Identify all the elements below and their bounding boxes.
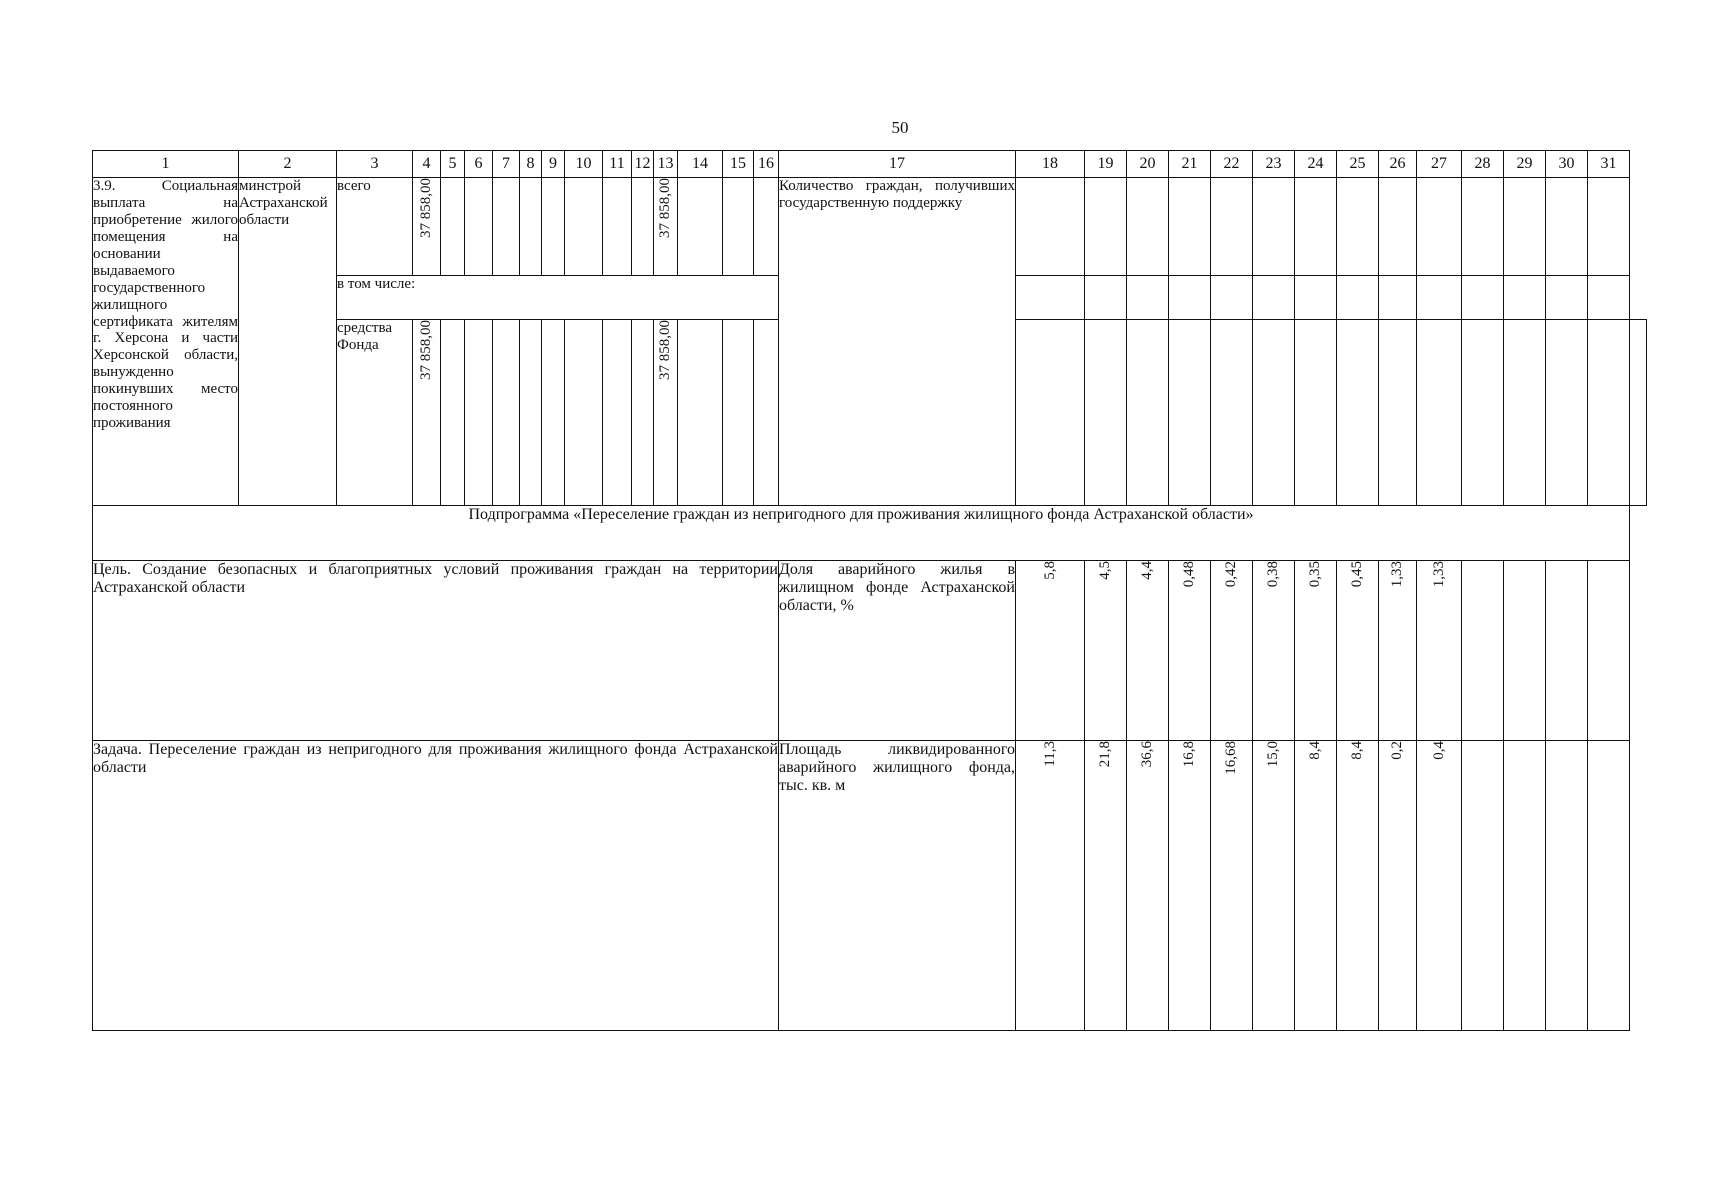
column-number: 27 <box>1417 151 1462 178</box>
goal-value: 0,38 <box>1265 561 1282 588</box>
measure-indicator: Количество граждан, получивших государственную поддержку <box>779 178 1016 506</box>
column-number: 21 <box>1169 151 1211 178</box>
measure-total-row <box>93 178 1647 276</box>
total-col13-value: 37 858,00 <box>657 178 674 238</box>
column-number: 22 <box>1211 151 1253 178</box>
column-number: 29 <box>1504 151 1546 178</box>
column-number: 26 <box>1379 151 1417 178</box>
task-value: 36,6 <box>1139 741 1156 768</box>
fund-col13-value: 37 858,00 <box>657 320 674 380</box>
goal-value: 5,8 <box>1041 561 1058 580</box>
column-number: 8 <box>520 151 542 178</box>
task-value: 0,2 <box>1389 741 1406 760</box>
column-number: 7 <box>493 151 520 178</box>
task-row <box>93 741 1647 1031</box>
column-number: 28 <box>1462 151 1504 178</box>
goal-value: 4,4 <box>1139 561 1156 580</box>
task-value: 16,68 <box>1223 741 1240 775</box>
goal-value: 0,45 <box>1349 561 1366 588</box>
task-text: Задача. Переселение граждан из непригодного для проживания жилищного фонда Астраханской области <box>93 741 779 1031</box>
total-col4-value: 37 858,00 <box>418 178 435 238</box>
goal-value: 4,5 <box>1097 561 1114 580</box>
goal-value: 0,42 <box>1223 561 1240 588</box>
column-number: 15 <box>723 151 754 178</box>
column-number: 2 <box>239 151 337 178</box>
column-number: 30 <box>1546 151 1588 178</box>
page-number: 50 <box>891 118 909 137</box>
goal-value: 0,48 <box>1181 561 1198 588</box>
column-number: 12 <box>632 151 654 178</box>
goal-indicator: Доля аварийного жилья в жилищном фонде Астраханской области, % <box>779 561 1016 741</box>
goal-row <box>93 561 1647 741</box>
task-indicator: Площадь ликвидированного аварийного жилищного фонда, тыс. кв. м <box>779 741 1016 1031</box>
task-value: 8,4 <box>1349 741 1366 760</box>
column-number: 1 <box>93 151 239 178</box>
column-number: 16 <box>754 151 779 178</box>
row-label-including: в том числе: <box>337 276 779 320</box>
column-number: 19 <box>1085 151 1127 178</box>
column-number-row <box>93 151 1647 178</box>
column-number: 9 <box>542 151 565 178</box>
column-number: 17 <box>779 151 1016 178</box>
column-number: 18 <box>1016 151 1085 178</box>
task-value: 8,4 <box>1307 741 1324 760</box>
task-value: 11,3 <box>1041 741 1058 767</box>
fund-col4-value: 37 858,00 <box>418 320 435 380</box>
subprogram-title: Подпрограмма «Переселение граждан из непригодного для проживания жилищного фонда Астраханской области» <box>93 506 1630 561</box>
goal-text: Цель. Создание безопасных и благоприятных условий проживания граждан на территории Астраханской области <box>93 561 779 741</box>
subprogram-row <box>93 506 1647 561</box>
column-number: 25 <box>1337 151 1379 178</box>
column-number: 4 <box>413 151 441 178</box>
column-number: 14 <box>678 151 723 178</box>
task-value: 21,8 <box>1097 741 1114 768</box>
column-number: 11 <box>603 151 632 178</box>
column-number: 10 <box>565 151 603 178</box>
task-value: 0,4 <box>1430 741 1447 760</box>
row-label-fund: средства Фонда <box>337 320 413 506</box>
column-number: 31 <box>1588 151 1630 178</box>
goal-value: 1,33 <box>1389 561 1406 588</box>
column-number: 3 <box>337 151 413 178</box>
task-value: 16,8 <box>1181 741 1198 768</box>
column-number: 20 <box>1127 151 1169 178</box>
measure-executor: минстрой Астраханской области <box>239 178 337 506</box>
goal-value: 0,35 <box>1307 561 1324 588</box>
goal-value: 1,33 <box>1430 561 1447 588</box>
column-number: 23 <box>1253 151 1295 178</box>
column-number: 13 <box>654 151 678 178</box>
column-number: 24 <box>1295 151 1337 178</box>
task-value: 15,0 <box>1265 741 1282 768</box>
program-table <box>92 150 1647 1031</box>
column-number: 6 <box>465 151 493 178</box>
column-number: 5 <box>441 151 465 178</box>
row-label-total: всего <box>337 178 413 276</box>
measure-name: 3.9. Социальная выплата на приобретение жилого помещения на основании выдаваемого государственного жилищного сертификата жителям г. Херсона и части Херсонской области, вынужденно покинувших место постоянного проживания <box>93 178 239 506</box>
